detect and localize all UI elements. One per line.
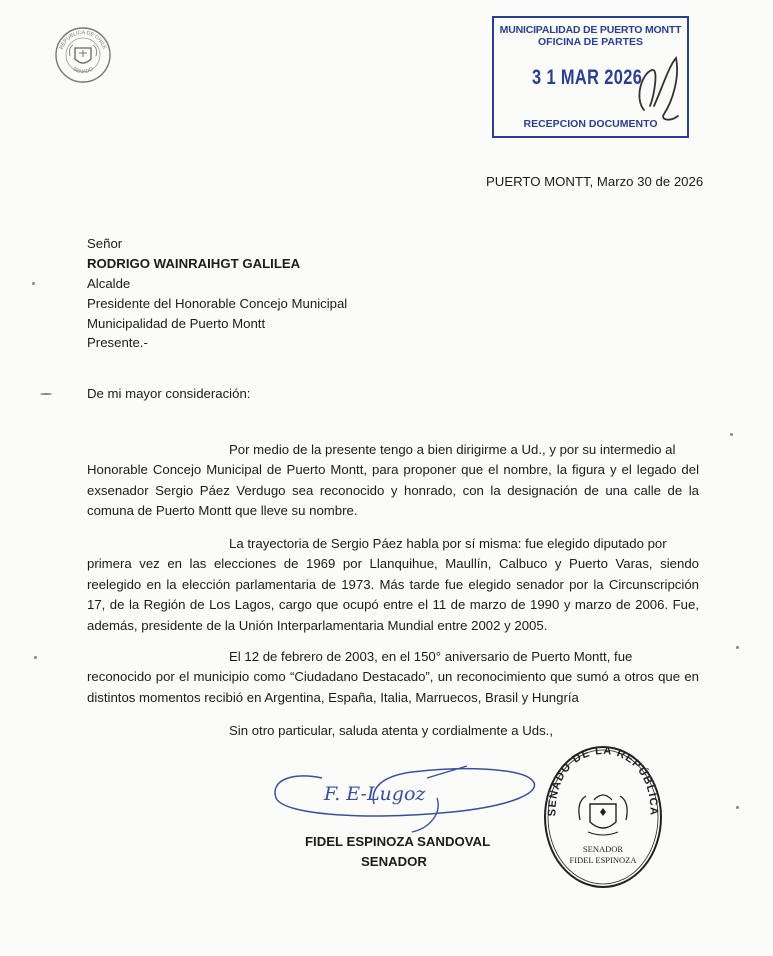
paragraph-3-body: reconocido por el municipio como “Ciudadano Destacado”, un reconocimiento que sumó a otros que en distintos momentos recibió en Argentina, España, Italia, Marruecos, Brasil y Hungría	[87, 669, 699, 705]
senado-logo	[54, 26, 112, 84]
closing-line: Sin otro particular, saluda atenta y cordialmente a Uds.,	[229, 723, 554, 738]
place-date: PUERTO MONTT, Marzo 30 de 2026	[486, 174, 704, 189]
recipient-salutation: Señor	[87, 236, 123, 251]
scan-speck	[32, 282, 35, 285]
stamp-line2: OFICINA DE PARTES	[537, 36, 643, 48]
signer-role: SENADOR	[361, 854, 427, 869]
recipient-title-alcalde: Alcalde	[87, 276, 131, 291]
scan-speck	[40, 393, 52, 395]
stamp-date: 3 1 MAR 2026	[532, 66, 643, 89]
logo-text-top: REPÚBLICA DE CHILE	[58, 29, 108, 51]
seal-ring-text: SENADO DE LA REPÚBLICA	[546, 744, 660, 817]
paragraph-1-body: Honorable Concejo Municipal de Puerto Montt, para proponer que el nombre, la figura y el legado del exsenador Sergio Páez Verdugo sea reconocido y honrado, con la designación de una calle de la comuna de Puerto Montt que lleve su nombre.	[87, 462, 699, 518]
seal-line2: FIDEL ESPINOZA	[569, 855, 637, 865]
scan-speck	[730, 433, 733, 436]
scan-speck	[736, 806, 739, 809]
paragraph-1-first-line: Por medio de la presente tengo a bien dirigirme a Ud., y por su intermedio al	[229, 442, 676, 457]
reception-stamp	[492, 16, 689, 138]
paragraph-3-first-line: El 12 de febrero de 2003, en el 150° aniversario de Puerto Montt, fue	[229, 649, 633, 664]
paragraph-2-first-line: La trayectoria de Sergio Páez habla por sí misma: fue elegido diputado por	[229, 536, 667, 551]
handwritten-signature	[262, 758, 552, 838]
senate-seal-stamp	[540, 742, 666, 892]
recipient-presente: Presente.-	[87, 335, 148, 350]
recipient-name: RODRIGO WAINRAIHGT GALILEA	[87, 256, 301, 271]
stamp-line1: MUNICIPALIDAD DE PUERTO MONTT	[499, 24, 682, 36]
scan-speck	[34, 656, 37, 659]
recipient-title-presidente: Presidente del Honorable Concejo Municipal	[87, 296, 348, 311]
svg-text:SENADO DE LA REPÚBLICA	[546, 745, 659, 817]
signature-handwriting: F. E-Lugoz	[324, 783, 426, 805]
recipient-municipality: Municipalidad de Puerto Montt	[87, 316, 266, 331]
opening-greeting: De mi mayor consideración:	[87, 386, 251, 401]
paragraph-2-body: primera vez en las elecciones de 1969 por Llanquihue, Maullín, Calbuco y Puerto Varas, siendo reelegido en la elección parlamentaria de 1973. Más tarde fue elegido senador por la Circunscripción 17, de la Región de Los Lagos, cargo que ocupó entre el 11 de marzo de 1990 y marzo de 2006. Fue, además, presidente de la Unión Interparlamentaria Mundial entre 2002 y 2005.	[87, 556, 699, 633]
stamp-handwritten-initials	[494, 18, 687, 136]
svg-text:SENADO	[72, 66, 95, 75]
stamp-line4: RECEPCION DOCUMENTO	[523, 118, 658, 130]
logo-text-bottom: SENADO	[71, 66, 95, 76]
signer-name: FIDEL ESPINOZA SANDOVAL	[305, 834, 491, 849]
scan-speck	[736, 646, 739, 649]
seal-line1: SENADOR	[582, 844, 624, 854]
